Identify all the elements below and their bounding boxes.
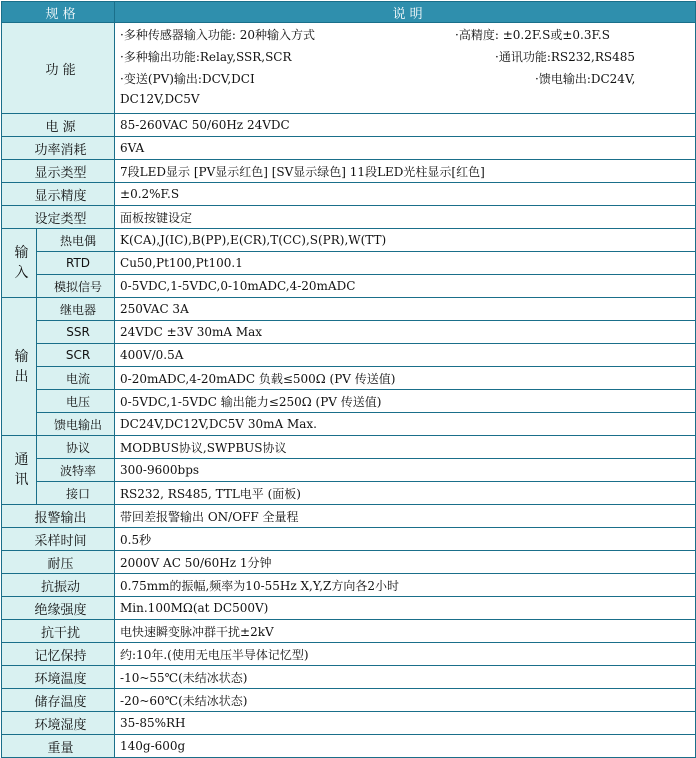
output-value: 0-20mADC,4-20mADC 负载≤500Ω (PV 传送值) <box>115 367 696 390</box>
comm-value: RS232, RS485, TTL电平 (面板) <box>115 482 696 505</box>
output-sub-label: 馈电输出 <box>37 413 115 436</box>
output-row <box>2 413 696 436</box>
output-value: 24VDC ±3V 30mA Max <box>115 321 696 344</box>
output-value: 400V/0.5A <box>115 344 696 367</box>
spec-value: 85-260VAC 50/60Hz 24VDC <box>115 114 696 137</box>
comm-row <box>2 459 696 482</box>
header-spec: 规 格 <box>2 2 115 23</box>
comm-sub-label: 协议 <box>37 436 115 459</box>
comm-value: MODBUS协议,SWPBUS协议 <box>115 436 696 459</box>
spec-value: Min.100MΩ(at DC500V) <box>115 597 696 620</box>
spec-value: 35-85%RH <box>115 712 696 735</box>
output-row <box>2 367 696 390</box>
spec-row <box>2 114 696 137</box>
output-sub-label: SSR <box>37 321 115 344</box>
output-row <box>2 390 696 413</box>
input-group-label <box>2 229 37 298</box>
spec-value: -10~55℃(未结冰状态) <box>115 666 696 689</box>
input-sub-label: RTD <box>37 252 115 275</box>
spec-value: 约:10年.(使用无电压半导体记忆型) <box>115 643 696 666</box>
input-value: K(CA),J(IC),B(PP),E(CR),T(CC),S(PR),W(TT) <box>115 229 696 252</box>
spec-row <box>2 735 696 758</box>
input-value: 0-5VDC,1-5VDC,0-10mADC,4-20mADC <box>115 275 696 298</box>
output-value: 250VAC 3A <box>115 298 696 321</box>
spec-table <box>1 1 696 758</box>
input-label-1: 输 <box>14 245 29 261</box>
spec-label: 采样时间 <box>2 528 115 551</box>
spec-value: 电快速瞬变脉冲群干扰±2kV <box>115 620 696 643</box>
spec-label: 重量 <box>2 735 115 758</box>
spec-label: 环境湿度 <box>2 712 115 735</box>
spec-row <box>2 574 696 597</box>
spec-label: 显示精度 <box>2 183 115 206</box>
input-row <box>2 252 696 275</box>
spec-label: 设定类型 <box>2 206 115 229</box>
header-row <box>2 2 696 23</box>
spec-label: 显示类型 <box>2 160 115 183</box>
spec-row <box>2 551 696 574</box>
comm-sub-label: 接口 <box>37 482 115 505</box>
comm-group-label <box>2 436 37 505</box>
output-value: DC24V,DC12V,DC5V 30mA Max. <box>115 413 696 436</box>
spec-row <box>2 505 696 528</box>
spec-label: 报警输出 <box>2 505 115 528</box>
comm-row <box>2 436 696 459</box>
spec-label: 记忆保持 <box>2 643 115 666</box>
spec-value: 面板按键设定 <box>115 206 696 229</box>
spec-label: 环境温度 <box>2 666 115 689</box>
header-desc: 说 明 <box>115 2 696 23</box>
spec-label: 抗干扰 <box>2 620 115 643</box>
spec-value: 0.5秒 <box>115 528 696 551</box>
input-value: Cu50,Pt100,Pt100.1 <box>115 252 696 275</box>
spec-row <box>2 712 696 735</box>
function-item: ·多种输出功能:Relay,SSR,SCR <box>120 50 292 64</box>
function-item: ·变送(PV)输出:DCV,DCI <box>120 72 255 86</box>
spec-row <box>2 206 696 229</box>
function-item: ·通讯功能:RS232,RS485 <box>495 50 636 64</box>
output-row <box>2 298 696 321</box>
spec-value: ±0.2%F.S <box>115 183 696 206</box>
comm-row <box>2 482 696 505</box>
output-group-label <box>2 298 37 436</box>
spec-label: 绝缘强度 <box>2 597 115 620</box>
function-value <box>115 23 696 114</box>
function-row <box>2 23 696 114</box>
output-row <box>2 344 696 367</box>
function-item: ·馈电输出:DC24V, <box>535 72 636 86</box>
input-sub-label: 热电偶 <box>37 229 115 252</box>
spec-value: 7段LED显示 [PV显示红色] [SV显示绿色] 11段LED光柱显示[红色] <box>115 160 696 183</box>
function-item: ·多种传感器输入功能: 20种输入方式 <box>120 28 315 42</box>
output-sub-label: 继电器 <box>37 298 115 321</box>
spec-label: 耐压 <box>2 551 115 574</box>
input-row <box>2 229 696 252</box>
spec-value: 2000V AC 50/60Hz 1分钟 <box>115 551 696 574</box>
spec-value: -20~60℃(未结冰状态) <box>115 689 696 712</box>
spec-value: 140g-600g <box>115 735 696 758</box>
input-sub-label: 模拟信号 <box>37 275 115 298</box>
spec-row <box>2 620 696 643</box>
function-item: DC12V,DC5V <box>120 92 200 106</box>
spec-value: 0.75mm的振幅,频率为10-55Hz X,Y,Z方向各2小时 <box>115 574 696 597</box>
spec-row <box>2 528 696 551</box>
spec-row <box>2 643 696 666</box>
spec-value: 6VA <box>115 137 696 160</box>
function-item: ·高精度: ±0.2F.S或±0.3F.S <box>455 28 610 42</box>
comm-label-2: 讯 <box>14 472 29 488</box>
comm-sub-label: 波特率 <box>37 459 115 482</box>
input-label-2: 入 <box>14 265 29 281</box>
spec-row <box>2 160 696 183</box>
spec-row <box>2 597 696 620</box>
spec-label: 功率消耗 <box>2 137 115 160</box>
spec-row <box>2 666 696 689</box>
spec-value: 带回差报警输出 ON/OFF 全量程 <box>115 505 696 528</box>
spec-label: 储存温度 <box>2 689 115 712</box>
function-label: 功 能 <box>2 23 115 114</box>
output-sub-label: 电压 <box>37 390 115 413</box>
output-sub-label: SCR <box>37 344 115 367</box>
comm-value: 300-9600bps <box>115 459 696 482</box>
output-value: 0-5VDC,1-5VDC 输出能力≤250Ω (PV 传送值) <box>115 390 696 413</box>
spec-label: 抗振动 <box>2 574 115 597</box>
output-sub-label: 电流 <box>37 367 115 390</box>
comm-label-1: 通 <box>14 452 29 468</box>
spec-row <box>2 183 696 206</box>
spec-row <box>2 689 696 712</box>
input-row <box>2 275 696 298</box>
spec-row <box>2 137 696 160</box>
output-label-1: 输 <box>14 348 29 365</box>
output-label-2: 出 <box>14 368 29 385</box>
output-row <box>2 321 696 344</box>
spec-label: 电 源 <box>2 114 115 137</box>
